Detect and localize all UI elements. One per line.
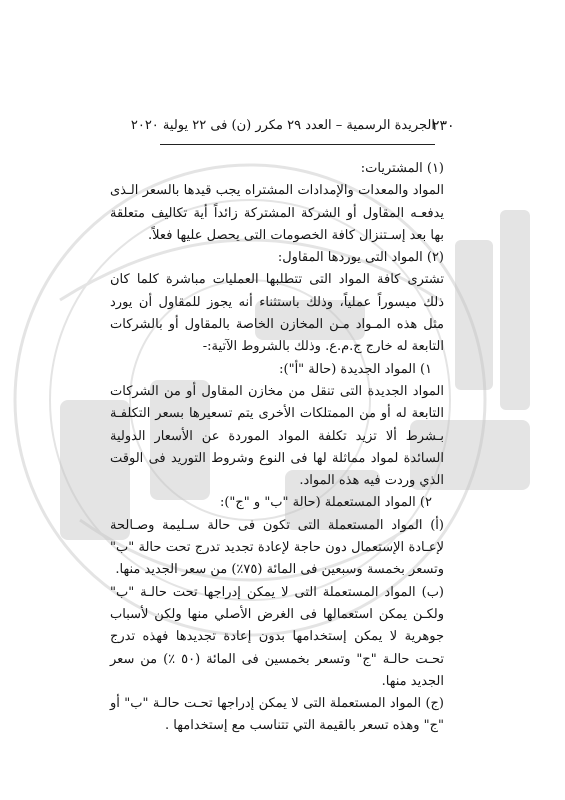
- section-1-heading: (١) المشتريات:: [360, 161, 444, 176]
- section-2-heading: (٢) المواد التى يوردها المقاول:: [277, 250, 444, 266]
- gazette-title: الجريدة الرسمية – العدد ٢٩ مكرر (ن) فى ٢٢ يولية ٢٠٢٠: [130, 118, 435, 133]
- section-2-2-heading: ٢) المواد المستعملة (حالة "ب" و "ج"):: [219, 495, 432, 511]
- header-rule: [160, 144, 435, 145]
- page-number: ٢٣٠: [432, 118, 455, 134]
- section-2-1-heading: ١) المواد الجديدة (حالة "أ"):: [279, 361, 432, 377]
- document-body: [110, 158, 444, 738]
- section-2-2-item-a: (أ) المواد المستعملة التى تكون فى حالة سـليمة وصـالحة لإعـادة الإستعمال دون حاجة لإعادة تجديد تدرج تحت حالة "ب" وتسعر بخمسة وسبعين فى المائة (٧٥٪) من سعر الجديد منها.: [110, 517, 444, 578]
- section-2-2-item-c: (ج) المواد المستعملة التى لا يمكن إدراجها تحـت حالـة "ب" أو "ج" وهذه تسعر بالقيمة التي تتناسب مع إستخدامها .: [110, 696, 444, 734]
- section-2-body: تشترى كافة المواد التى تتطلبها العمليات مباشرة كلما كان ذلك ميسوراً عملياً، وذلك باستثناء أنه يجوز للمقاول أن يورد مثل هذه المـواد مـن المخازن الخاصة بالمقاول أو بالشركات التابعة له خارج ج.م.ع. وذلك بالشروط الآتية:-: [110, 272, 444, 355]
- section-1-body: المواد والمعدات والإمدادات المشتراه يجب قيدها بالسعر الـذى يدفعـه المقاول أو الشركة المشتركة زائداً أية تكاليف متعلقة بها بعد إسـتنزال كافة الخصومات التى يحصل عليها فعلاً.: [110, 183, 444, 243]
- section-2-1-body: المواد الجديدة التى تنقل من مخازن المقاول أو من الشركات التابعة له أو من الممتلكات الأخرى يتم تسعيرها بسعر التكلفـة بـشرط ألا تزيد تكلفة المواد الموردة عن الأسعار الدولية السائدة لمواد مماثلة لها فى النوع وشروط التوريد فى الوقت الذي وردت فيه هذه المواد.: [110, 383, 444, 489]
- section-2-2-item-b: (ب) المواد المستعملة التى لا يمكن إدراجها تحت حالـة "ب" ولكـن يمكن استعمالها فى الغرض الأصلي منها ولكن لأسباب جوهرية لا يمكن إستخدامها بدون إعادة تجديدها فهذه تدرج تحـت حالـة "ج" وتسعر بخمسين فى المائة (٥٠ ٪) من سعر الجديد منها.: [110, 584, 444, 689]
- page-header: [130, 118, 455, 144]
